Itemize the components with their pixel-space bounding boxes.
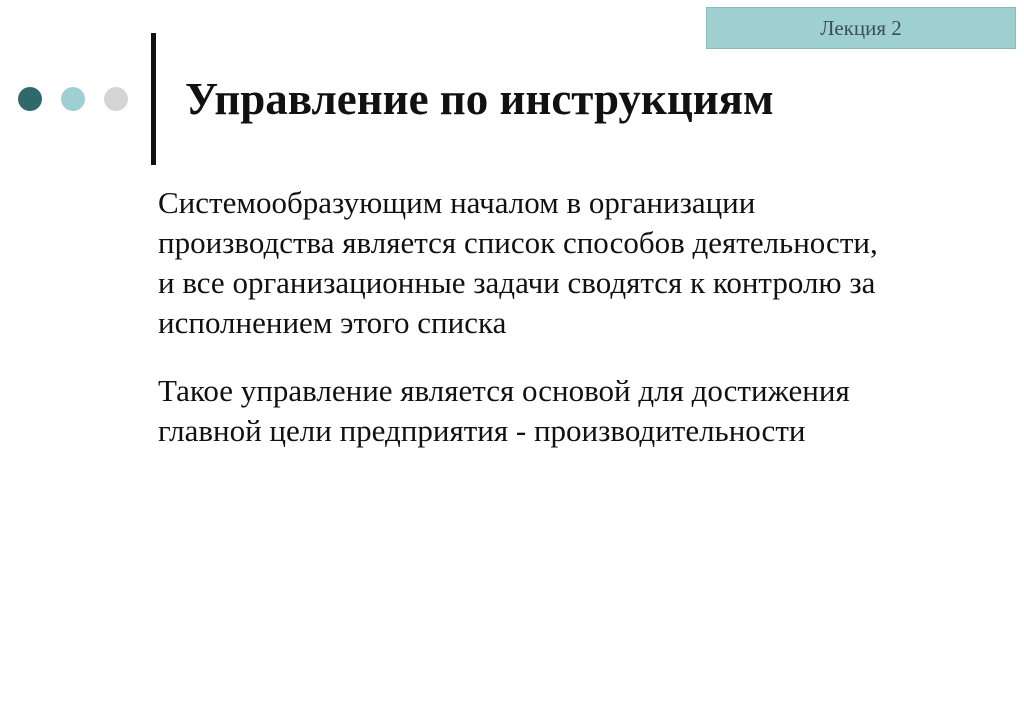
lecture-badge-label: Лекция 2	[820, 15, 902, 40]
paragraph-line: Такое управление является основой для достижения	[158, 373, 850, 408]
paragraph-line: Системообразующим началом в организации	[158, 185, 756, 220]
title-divider	[151, 33, 156, 165]
slide-body	[158, 183, 978, 479]
decor-dot-teal	[61, 87, 85, 111]
body-paragraph-2	[158, 371, 978, 451]
paragraph-line: исполнением этого списка	[158, 305, 507, 340]
paragraph-line: производства является список способов деятельности,	[158, 225, 878, 260]
decor-dot-dark	[18, 87, 42, 111]
body-paragraph-1	[158, 183, 978, 343]
paragraph-line: главной цели предприятия - производительности	[158, 413, 806, 448]
slide-title: Управление по инструкциям	[185, 74, 774, 124]
paragraph-line: и все организационные задачи сводятся к контролю за	[158, 265, 876, 300]
lecture-badge	[706, 7, 1016, 49]
decor-dot-gray	[104, 87, 128, 111]
